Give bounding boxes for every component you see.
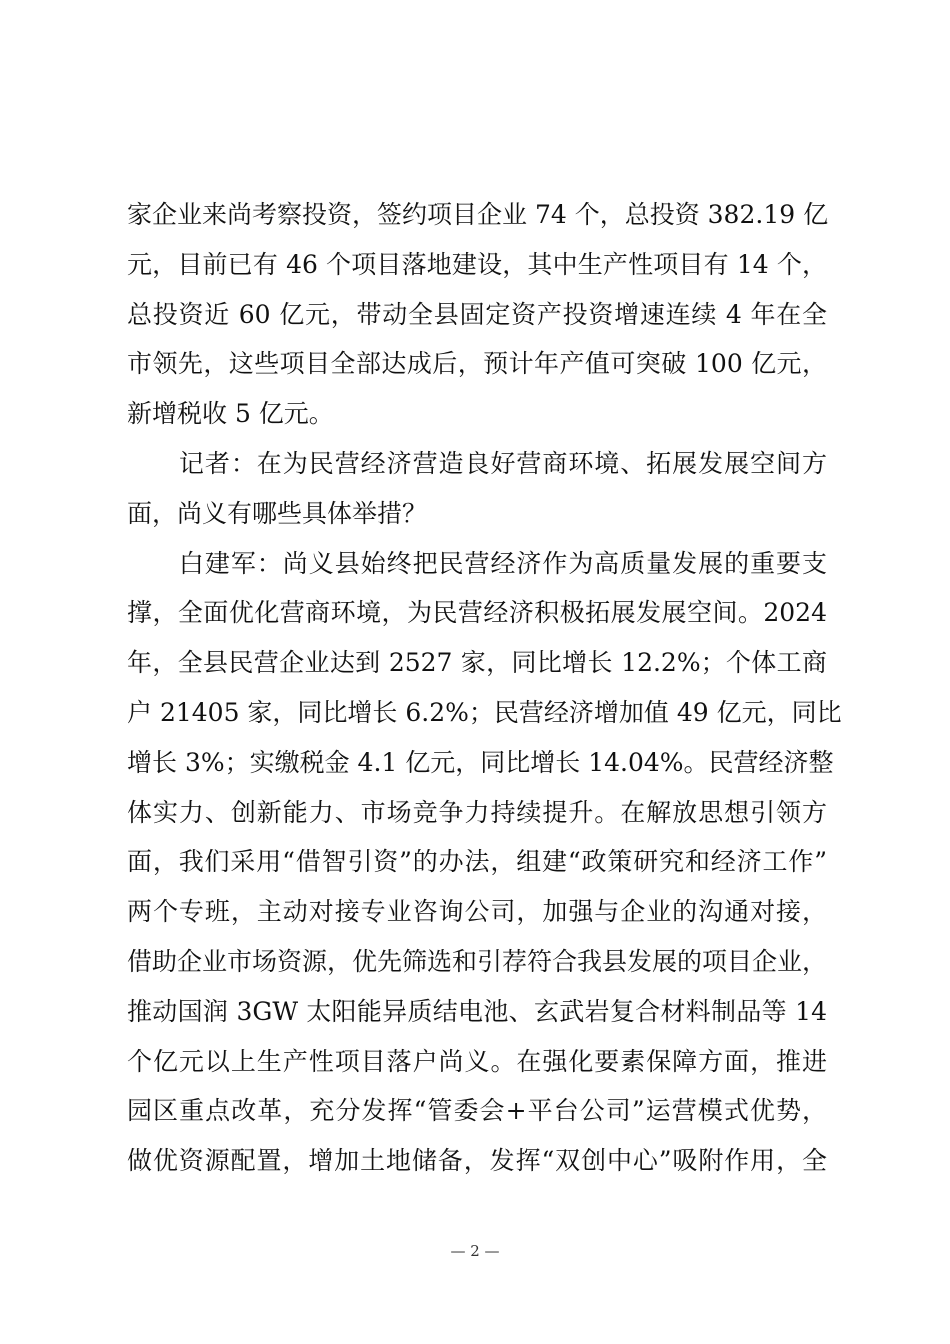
text-line-2: 元，目前已有 46 个项目落地建设，其中生产性项目有 14 个， (127, 249, 827, 279)
text-line-3: 总投资近 60 亿元，带动全县固定资产投资增速连续 4 年在全 (127, 299, 827, 329)
text-line-13: 体实力、创新能力、市场竞争力持续提升。在解放思想引领方 (127, 797, 827, 827)
body-text (127, 190, 842, 1186)
text-line-6: 记者：在为民营经济营造良好营商环境、拓展发展空间方 (127, 448, 827, 478)
text-line-18: 个亿元以上生产性项目落户尚义。在强化要素保障方面，推进 (127, 1046, 827, 1076)
text-line-17: 推动国润 3GW 太阳能异质结电池、玄武岩复合材料制品等 14 (127, 996, 827, 1026)
text-line-8: 白建军：尚义县始终把民营经济作为高质量发展的重要支 (127, 548, 827, 578)
text-line-16: 借助企业市场资源，优先筛选和引荐符合我县发展的项目企业， (127, 946, 828, 976)
text-line-11: 户 21405 家，同比增长 6.2%；民营经济增加值 49 亿元，同比 (127, 697, 842, 727)
text-line-5: 新增税收 5 亿元。 (127, 399, 334, 429)
text-line-19: 园区重点改革，充分发挥“管委会+平台公司”运营模式优势， (127, 1096, 827, 1126)
text-line-10: 年，全县民营企业达到 2527 家，同比增长 12.2%；个体工商 (127, 648, 827, 678)
text-line-9: 撑，全面优化营商环境，为民营经济积极拓展发展空间。2024 (127, 598, 827, 628)
text-line-14: 面，我们采用“借智引资”的办法，组建“政策研究和经济工作” (127, 847, 827, 877)
page-number: — 2 — (450, 1242, 500, 1260)
text-line-15: 两个专班，主动对接专业咨询公司，加强与企业的沟通对接， (127, 897, 827, 927)
text-line-4: 市领先，这些项目全部达成后，预计年产值可突破 100 亿元， (127, 349, 827, 379)
text-line-12: 增长 3%；实缴税金 4.1 亿元，同比增长 14.04%。民营经济整 (127, 747, 834, 777)
text-line-20: 做优资源配置，增加土地储备，发挥“双创中心”吸附作用，全 (127, 1146, 827, 1176)
text-line-1: 家企业来尚考察投资，签约项目企业 74 个，总投资 382.19 亿 (127, 200, 829, 229)
text-line-7: 面，尚义有哪些具体举措？ (127, 498, 428, 528)
